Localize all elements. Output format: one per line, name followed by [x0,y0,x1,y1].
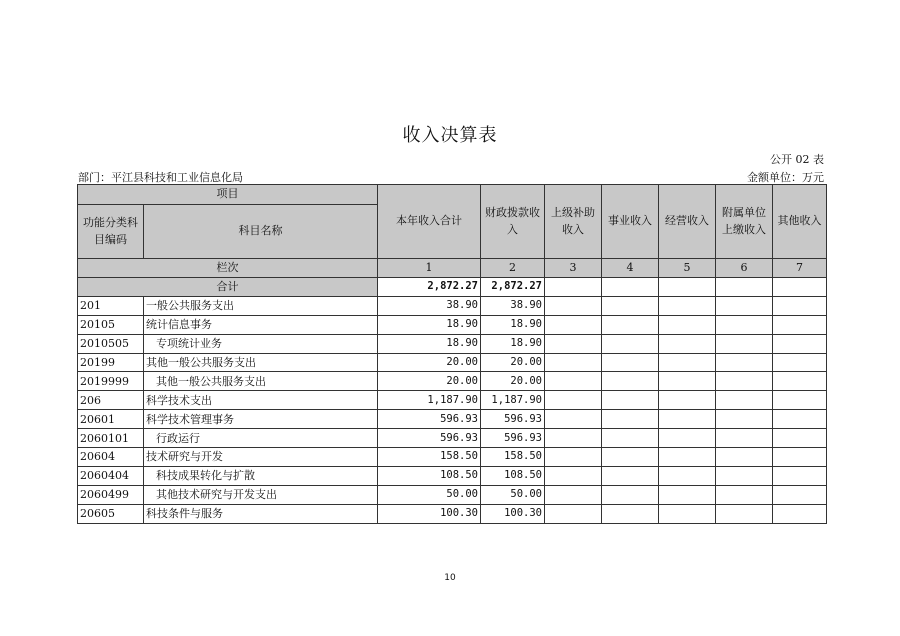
row-total: 1,187.90 [378,391,481,410]
amount-unit-label: 金额单位：万元 [747,171,824,184]
empty-cell [545,372,602,391]
row-code: 20105 [78,315,144,334]
row-code: 2060404 [78,466,144,485]
empty-cell [773,278,827,297]
page-title: 收入决算表 [402,125,498,146]
empty-cell [602,410,659,429]
empty-cell [602,278,659,297]
empty-cell [659,353,716,372]
row-name: 一般公共服务支出 [144,296,378,315]
row-code: 2019999 [78,372,144,391]
row-fiscal: 596.93 [481,429,545,448]
row-code: 2060499 [78,485,144,504]
empty-cell [602,391,659,410]
income-statement-table [77,184,827,524]
empty-cell [659,485,716,504]
empty-cell [716,391,773,410]
row-fiscal: 50.00 [481,485,545,504]
empty-cell [602,485,659,504]
empty-cell [773,296,827,315]
row-fiscal: 38.90 [481,296,545,315]
empty-cell [716,429,773,448]
row-fiscal: 108.50 [481,466,545,485]
form-number: 公开 02 表 [770,153,824,166]
empty-cell [659,334,716,353]
row-code: 20601 [78,410,144,429]
empty-cell [773,372,827,391]
empty-cell [602,334,659,353]
header-code: 功能分类科目编码 [78,205,144,259]
sum-total: 2,872.27 [378,278,481,297]
row-code: 206 [78,391,144,410]
row-name: 其他一般公共服务支出 [144,372,378,391]
empty-cell [773,504,827,523]
empty-cell [545,315,602,334]
empty-cell [602,353,659,372]
empty-cell [602,466,659,485]
empty-cell [545,334,602,353]
empty-cell [716,466,773,485]
empty-cell [716,353,773,372]
empty-cell [545,429,602,448]
row-total: 38.90 [378,296,481,315]
table-row [78,466,827,485]
empty-cell [716,504,773,523]
column-index: 7 [773,259,827,278]
empty-cell [773,334,827,353]
row-code: 2060101 [78,429,144,448]
row-name: 统计信息事务 [144,315,378,334]
header-business: 事业收入 [602,185,659,259]
row-name: 科学技术管理事务 [144,410,378,429]
empty-cell [773,429,827,448]
empty-cell [659,278,716,297]
header-fiscal: 财政拨款收入 [481,185,545,259]
table-row [78,353,827,372]
empty-cell [545,448,602,467]
header-name: 科目名称 [144,205,378,259]
row-fiscal: 20.00 [481,372,545,391]
row-fiscal: 1,187.90 [481,391,545,410]
row-total: 20.00 [378,372,481,391]
empty-cell [716,334,773,353]
table-row [78,429,827,448]
row-name: 专项统计业务 [144,334,378,353]
column-index: 6 [716,259,773,278]
empty-cell [545,504,602,523]
empty-cell [545,466,602,485]
page-number: 10 [444,573,456,583]
row-total: 20.00 [378,353,481,372]
row-name: 科技条件与服务 [144,504,378,523]
row-name: 行政运行 [144,429,378,448]
table-row [78,391,827,410]
row-total: 18.90 [378,334,481,353]
empty-cell [545,391,602,410]
empty-cell [773,353,827,372]
header-affiliated: 附属单位上缴收入 [716,185,773,259]
empty-cell [659,391,716,410]
row-total: 18.90 [378,315,481,334]
empty-cell [716,485,773,504]
column-index: 3 [545,259,602,278]
column-index-label: 栏次 [78,259,378,278]
row-total: 100.30 [378,504,481,523]
empty-cell [545,278,602,297]
empty-cell [659,372,716,391]
department-label: 部门：平江县科技和工业信息化局 [78,171,243,184]
empty-cell [602,448,659,467]
header-total: 本年收入合计 [378,185,481,259]
table-row [78,410,827,429]
row-code: 20605 [78,504,144,523]
empty-cell [602,315,659,334]
empty-cell [773,410,827,429]
table-row [78,372,827,391]
empty-cell [602,504,659,523]
header-project: 项目 [78,185,378,205]
table-row [78,296,827,315]
empty-cell [716,296,773,315]
sum-fiscal: 2,872.27 [481,278,545,297]
empty-cell [659,448,716,467]
header-superior: 上级补助收入 [545,185,602,259]
row-code: 20604 [78,448,144,467]
empty-cell [545,353,602,372]
row-total: 50.00 [378,485,481,504]
empty-cell [716,372,773,391]
empty-cell [773,466,827,485]
row-name: 科学技术支出 [144,391,378,410]
empty-cell [716,448,773,467]
empty-cell [773,391,827,410]
row-name: 其他技术研究与开发支出 [144,485,378,504]
sum-row [78,278,827,297]
row-total: 596.93 [378,429,481,448]
column-index: 1 [378,259,481,278]
empty-cell [545,485,602,504]
empty-cell [716,315,773,334]
column-index: 5 [659,259,716,278]
row-code: 20199 [78,353,144,372]
row-name: 技术研究与开发 [144,448,378,467]
table-row [78,504,827,523]
header-operating: 经营收入 [659,185,716,259]
row-fiscal: 20.00 [481,353,545,372]
empty-cell [659,296,716,315]
table-row [78,448,827,467]
table-row [78,485,827,504]
row-fiscal: 18.90 [481,334,545,353]
empty-cell [545,410,602,429]
table-row [78,334,827,353]
row-name: 其他一般公共服务支出 [144,353,378,372]
empty-cell [716,278,773,297]
empty-cell [773,448,827,467]
table-row [78,315,827,334]
empty-cell [659,429,716,448]
row-fiscal: 158.50 [481,448,545,467]
empty-cell [773,485,827,504]
empty-cell [602,372,659,391]
empty-cell [659,410,716,429]
empty-cell [602,429,659,448]
empty-cell [545,296,602,315]
empty-cell [659,315,716,334]
row-fiscal: 100.30 [481,504,545,523]
row-code: 2010505 [78,334,144,353]
column-index: 2 [481,259,545,278]
empty-cell [602,296,659,315]
empty-cell [659,504,716,523]
row-code: 201 [78,296,144,315]
row-total: 158.50 [378,448,481,467]
row-fiscal: 596.93 [481,410,545,429]
empty-cell [659,466,716,485]
row-name: 科技成果转化与扩散 [144,466,378,485]
row-total: 596.93 [378,410,481,429]
column-index: 4 [602,259,659,278]
header-other: 其他收入 [773,185,827,259]
sum-label: 合计 [78,278,378,297]
empty-cell [716,410,773,429]
row-fiscal: 18.90 [481,315,545,334]
empty-cell [773,315,827,334]
row-total: 108.50 [378,466,481,485]
